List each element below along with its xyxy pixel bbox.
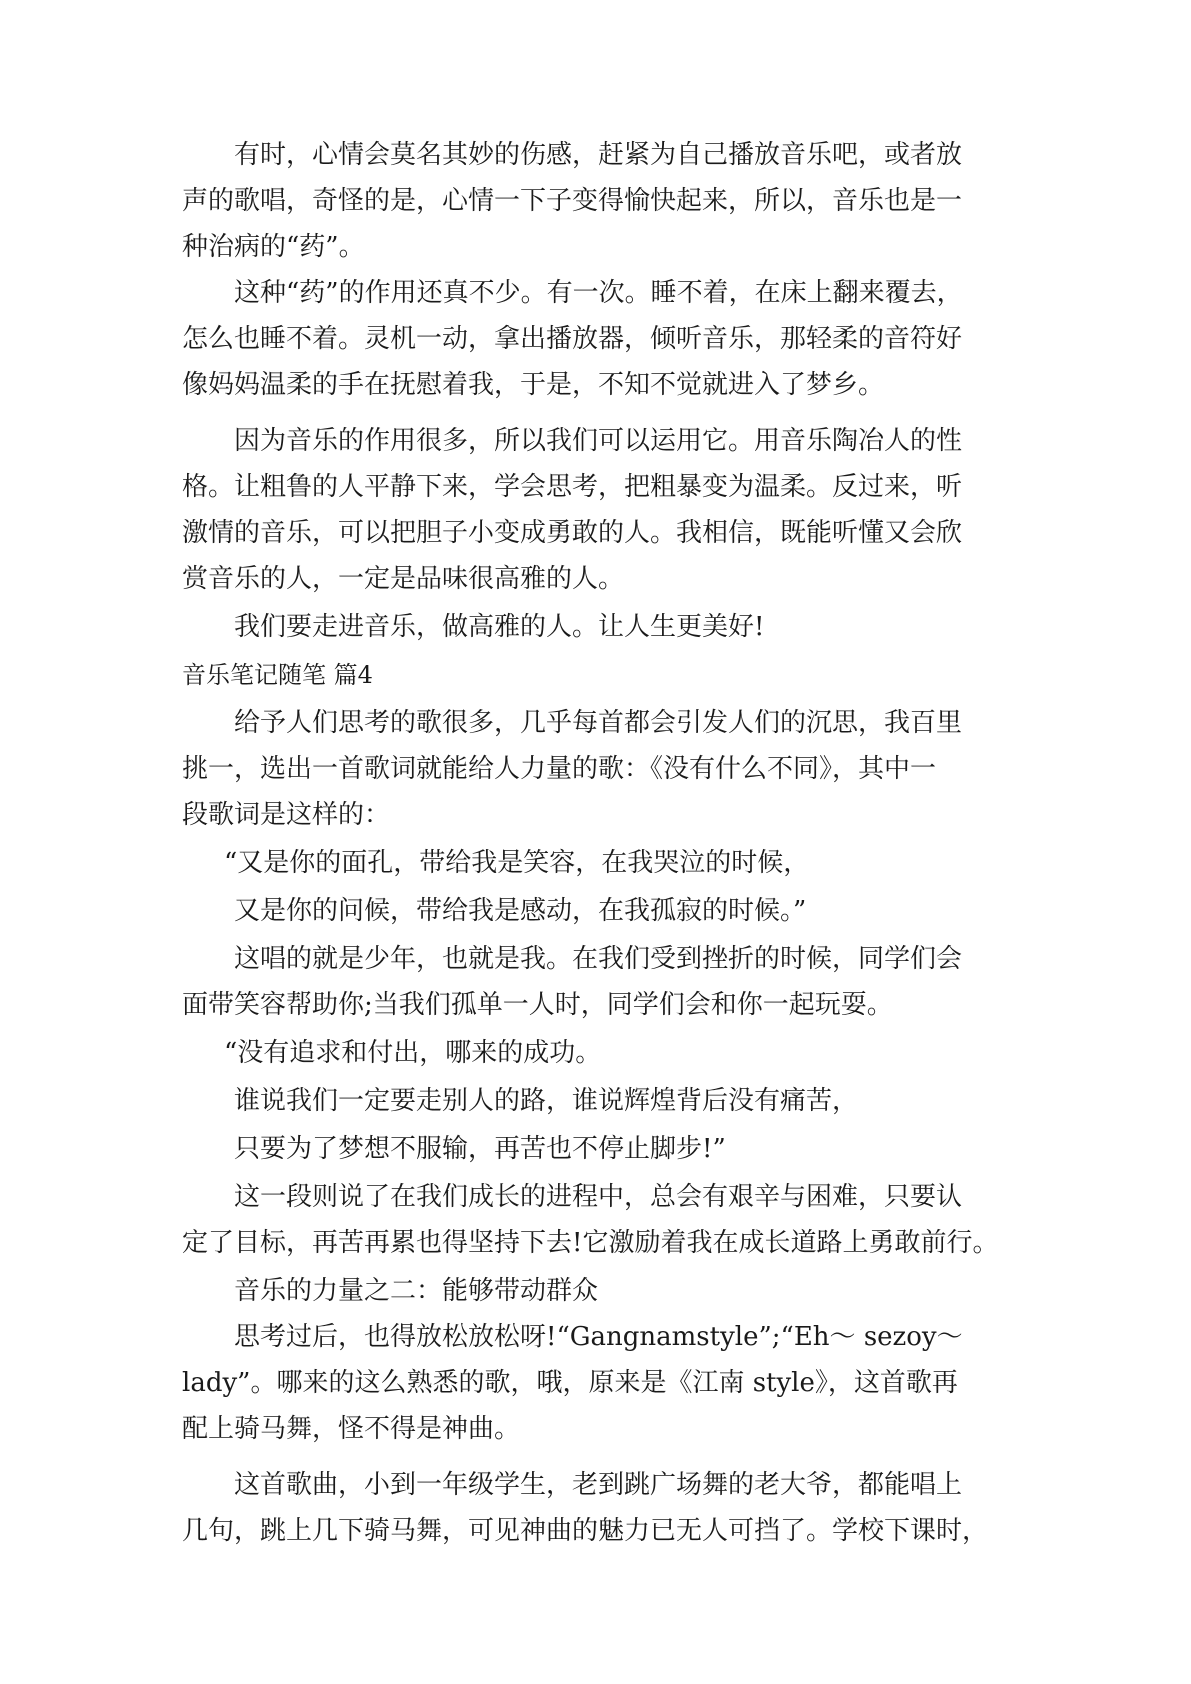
paragraph-line: 挑一，选出一首歌词就能给人力量的歌：《没有什么不同》，其中一 [182,754,937,784]
paragraph-line: 赏音乐的人，一定是品味很高雅的人。 [182,564,625,594]
paragraph-line: 配上骑马舞，怪不得是神曲。 [182,1414,521,1444]
paragraph-line: 思考过后，也得放松放松呀!“Gangnamstyle”;“Eh～ sezoy～ [234,1322,963,1352]
quote-line: “没有追求和付出，哪来的成功。 [224,1038,602,1068]
paragraph-line: 这唱的就是少年，也就是我。在我们受到挫折的时候，同学们会 [234,944,963,974]
paragraph-line: 种治病的“药”。 [182,232,365,262]
paragraph-line: 我们要走进音乐，做高雅的人。让人生更美好! [234,612,765,642]
paragraph-line: 这种“药”的作用还真不少。有一次。睡不着，在床上翻来覆去， [234,278,963,308]
paragraph-line: 定了目标，再苦再累也得坚持下去!它激励着我在成长道路上勇敢前行。 [182,1228,999,1258]
paragraph-line: 声的歌唱，奇怪的是，心情一下子变得愉快起来，所以，音乐也是一 [182,186,963,216]
paragraph-line: 怎么也睡不着。灵机一动，拿出播放器，倾听音乐，那轻柔的音符好 [182,324,963,354]
paragraph-line: 有时，心情会莫名其妙的伤感，赶紧为自己播放音乐吧，或者放 [234,140,963,170]
quote-line: 又是你的问候，带给我是感动，在我孤寂的时候。” [234,896,807,926]
paragraph-line: 给予人们思考的歌很多，几乎每首都会引发人们的沉思，我百里 [234,708,963,738]
paragraph-line: 段歌词是这样的： [182,800,391,830]
paragraph-line: 像妈妈温柔的手在抚慰着我，于是，不知不觉就进入了梦乡。 [182,370,885,400]
quote-line: 谁说我们一定要走别人的路，谁说辉煌背后没有痛苦， [234,1086,859,1116]
paragraph-line: 这首歌曲，小到一年级学生，老到跳广场舞的老大爷，都能唱上 [234,1470,963,1500]
paragraph-line: lady”。哪来的这么熟悉的歌，哦，原来是《江南 style》，这首歌再 [182,1368,958,1398]
quote-line: “又是你的面孔，带给我是笑容，在我哭泣的时候， [224,848,810,878]
paragraph-line: 格。让粗鲁的人平静下来，学会思考，把粗暴变为温柔。反过来，听 [182,472,963,502]
paragraph-line: 激情的音乐，可以把胆子小变成勇敢的人。我相信，既能听懂又会欣 [182,518,963,548]
paragraph-line: 这一段则说了在我们成长的进程中，总会有艰辛与困难，只要认 [234,1182,963,1212]
paragraph-line: 几句，跳上几下骑马舞，可见神曲的魅力已无人可挡了。学校下课时， [182,1516,989,1546]
section-heading: 音乐笔记随笔 篇4 [182,661,373,689]
paragraph-line: 面带笑容帮助你;当我们孤单一人时，同学们会和你一起玩耍。 [182,990,893,1020]
subheading: 音乐的力量之二：能够带动群众 [234,1276,599,1306]
quote-line: 只要为了梦想不服输，再苦也不停止脚步!” [234,1134,726,1164]
paragraph-line: 因为音乐的作用很多，所以我们可以运用它。用音乐陶冶人的性 [234,426,963,456]
